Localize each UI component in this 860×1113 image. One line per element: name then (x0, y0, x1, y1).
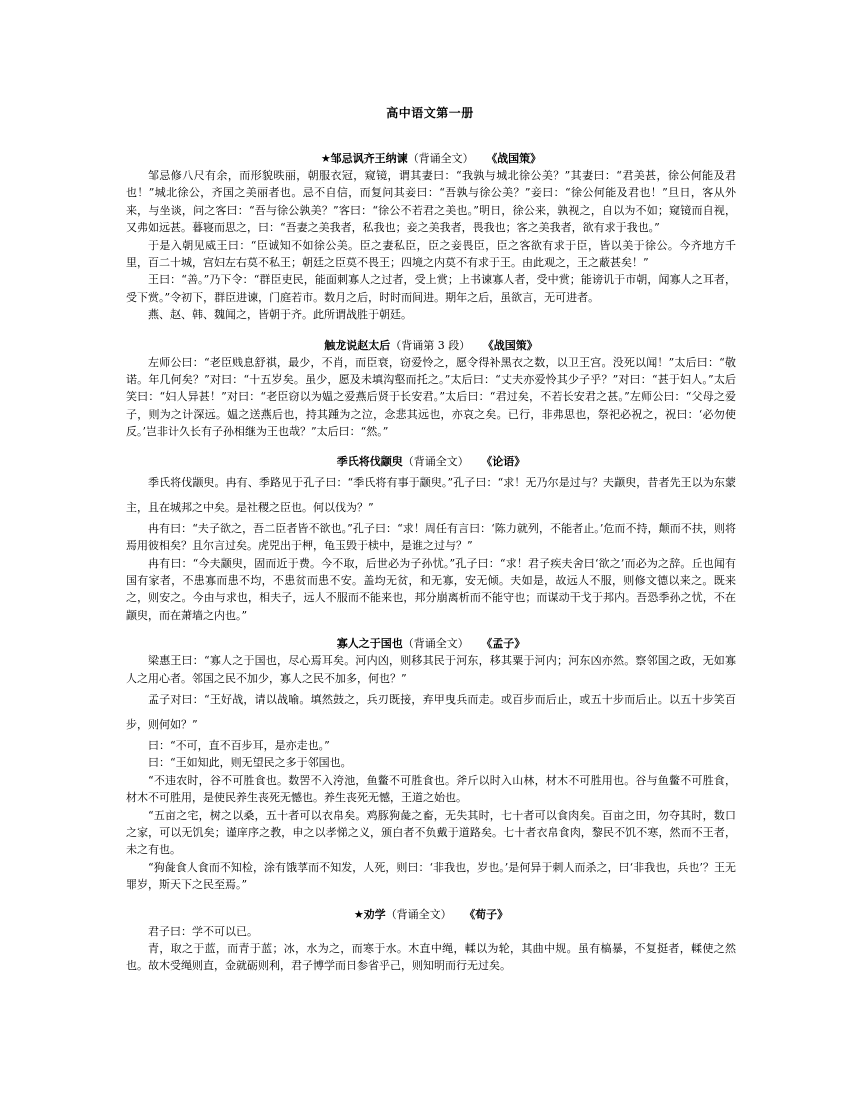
paragraph: 邹忌修八尺有余，而形貌昳丽，朝服衣冠，窥镜，谓其妻曰：“我孰与城北徐公美？”其妻曰：“君美甚，徐公何能及君也！”城北徐公，齐国之美丽者也。忌不自信，而复问其妾曰：“吾孰与徐公美？”妾曰：“徐公何能及君也！”旦日，客从外来，与坐谈，问之客曰：“吾与徐公孰美？”客曰：“徐公不若君之美也。”明日，徐公来，孰视之，自以为不如；窥镜而自视，又弗如远甚。暮寝而思之，曰：“吾妻之美我者，私我也；妾之美我者，畏我也；客之美我者，欲有求于我也。” (126, 169, 736, 235)
paragraph: 君子曰：学不可以已。 (148, 924, 258, 938)
paragraph: 冉有曰：“今夫颛臾，固而近于费。今不取，后世必为子孙忧。”孔子曰：“求！君子疾夫舍曰‘欲之’而必为之辞。丘也闻有国有家者，不患寡而患不均，不患贫而患不安。盖均无贫，和无寡，安无倾。夫如是，故远人不服，则修文德以来之。既来之，则安之。今由与求也，相夫子，远人不服而不能来也，邦分崩离析而不能守也；而谋动干戈于邦内。吾恐季孙之忧，不在颛臾，而在萧墙之内也。” (126, 556, 736, 622)
paragraph: “狗彘食人食而不知检，涂有饿莩而不知发，人死，则曰：‘非我也，岁也。’是何异于刺人而杀之，曰‘非我也，兵也’？王无罪岁，斯天下之民至焉。” (126, 860, 736, 892)
paragraph: “五亩之宅，树之以桑，五十者可以衣帛矣。鸡豚狗彘之畜，无失其时，七十者可以食肉矣。百亩之田，勿夺其时，数口之家，可以无饥矣；谨庠序之教，申之以孝悌之义，颁白者不负戴于道路矣。七十者衣帛食肉，黎民不饥不寒，然而不王者，未之有也。 (126, 808, 736, 857)
section-gua-ren (126, 635, 736, 893)
section-source: 《论语》 (486, 454, 526, 468)
paragraph: 曰：“不可，直不百步耳，是亦走也。” (148, 738, 330, 752)
document-body (126, 150, 736, 975)
section-title-text: 寡人之于国也 (336, 637, 403, 651)
section-title (126, 453, 736, 470)
paragraph: 青，取之于蓝，而青于蓝；冰，水为之，而寒于水。木直中绳，輮以为轮，其曲中规。虽有槁暴，不复挺者，輮使之然也。故木受绳则直，金就砺则利，君子博学而日参省乎己，则知明而行无过矣。 (126, 942, 736, 973)
paragraph: 于是入朝见威王曰：“臣诚知不如徐公美。臣之妻私臣，臣之妾畏臣，臣之客欲有求于臣，皆以美于徐公。今齐地方千里，百二十城，宫妇左右莫不私王；朝廷之臣莫不畏王；四境之内莫不有求于王。由此观之，王之蔽甚矣！” (126, 238, 736, 270)
section-source: 《荀子》 (469, 907, 509, 921)
section-title (126, 150, 736, 167)
paragraph: 燕、赵、韩、魏闻之，皆朝于齐。此所谓战胜于朝廷。 (148, 308, 412, 322)
section-title-text: 触龙说赵太后 (324, 338, 391, 352)
section-source: 《战国策》 (491, 152, 542, 165)
paragraph: 梁惠王曰：“寡人之于国也，尽心焉耳矣。河内凶，则移其民于河东，移其粟于河内；河东凶亦然。察邻国之政，无如寡人之用心者。邻国之民不加少，寡人之民不加多，何也？” (126, 654, 736, 685)
section-note: （背诵全文） (407, 152, 474, 165)
section-title-text: ★劝学 (353, 907, 386, 921)
paragraph: 季氏将伐颛臾。冉有、季路见于孔子曰：“季氏将有事于颛臾。”孔子曰：“求！无乃尔是过与？夫颛臾，昔者先王以为东蒙主，且在城邦之中矣。是社稷之臣也。何以伐为？” (126, 475, 736, 514)
paragraph: 曰：“王如知此，则无望民之多于邻国也。 (148, 756, 352, 770)
page-header: 高中语文第一册 (386, 106, 474, 120)
paragraph: 左师公曰：“老臣贱息舒祺，最少，不肖，而臣衰，窃爱怜之，愿令得补黑衣之数，以卫王宫。没死以闻！”太后曰：“敬诺。年几何矣？”对曰：“十五岁矣。虽少，愿及未填沟壑而托之。”太后曰：“丈夫亦爱怜其少子乎？”对曰：“甚于妇人。”太后笑曰：“妇人异甚！”对曰：“老臣窃以为媪之爱燕后贤于长安君。”太后曰：“君过矣，不若长安君之甚。”左师公曰：“父母之爱子，则为之计深远。媪之送燕后也，持其踵为之泣，念悲其远也，亦哀之矣。已行，非弗思也，祭祀必祝之，祝曰：‘必勿使反。’岂非计久长有子孙相继为王也哉？”太后曰：“然。” (126, 355, 736, 439)
section-note: （背诵第 3 段） (390, 338, 471, 352)
section-note: （背诵全文） (402, 637, 469, 651)
section-title (126, 337, 736, 354)
section-quan-xue (126, 906, 736, 975)
section-chu-long (126, 337, 736, 441)
section-note: （背诵全文） (402, 454, 469, 468)
paragraph: 王曰：“善。”乃下令：“群臣吏民，能面刺寡人之过者，受上赏；上书谏寡人者，受中赏；能谤讥于市朝，闻寡人之耳者，受下赏。”令初下，群臣进谏，门庭若市。数月之后，时时而间进。期年之后，虽欲言，无可进者。 (126, 273, 736, 304)
section-note: （背诵全文） (385, 907, 452, 921)
section-title (126, 906, 736, 923)
section-zou-ji (126, 150, 736, 324)
paragraph: 冉有曰：“夫子欲之，吾二臣者皆不欲也。”孔子曰：“求！周任有言曰：‘陈力就列，不能者止。’危而不持，颠而不扶，则将焉用彼相矣？且尔言过矣。虎兕出于柙，龟玉毁于椟中，是谁之过与？” (126, 521, 736, 553)
section-source: 《孟子》 (486, 637, 526, 651)
section-title (126, 635, 736, 652)
section-source: 《战国策》 (488, 338, 538, 352)
paragraph: 孟子对曰：“王好战，请以战喻。填然鼓之，兵刃既接，弃甲曳兵而走。或百步而后止，或五十步而后止。以五十步笑百步，则何如？” (126, 692, 736, 731)
section-title-text: ★邹忌讽齐王纳谏 (320, 152, 408, 165)
section-ji-shi (126, 453, 736, 624)
section-title-text: 季氏将伐颛臾 (336, 454, 403, 468)
paragraph: “不违农时，谷不可胜食也。数罟不入洿池，鱼鳖不可胜食也。斧斤以时入山林，材木不可胜用也。谷与鱼鳖不可胜食，材木不可胜用，是使民养生丧死无憾也。养生丧死无憾，王道之始也。 (126, 773, 736, 805)
